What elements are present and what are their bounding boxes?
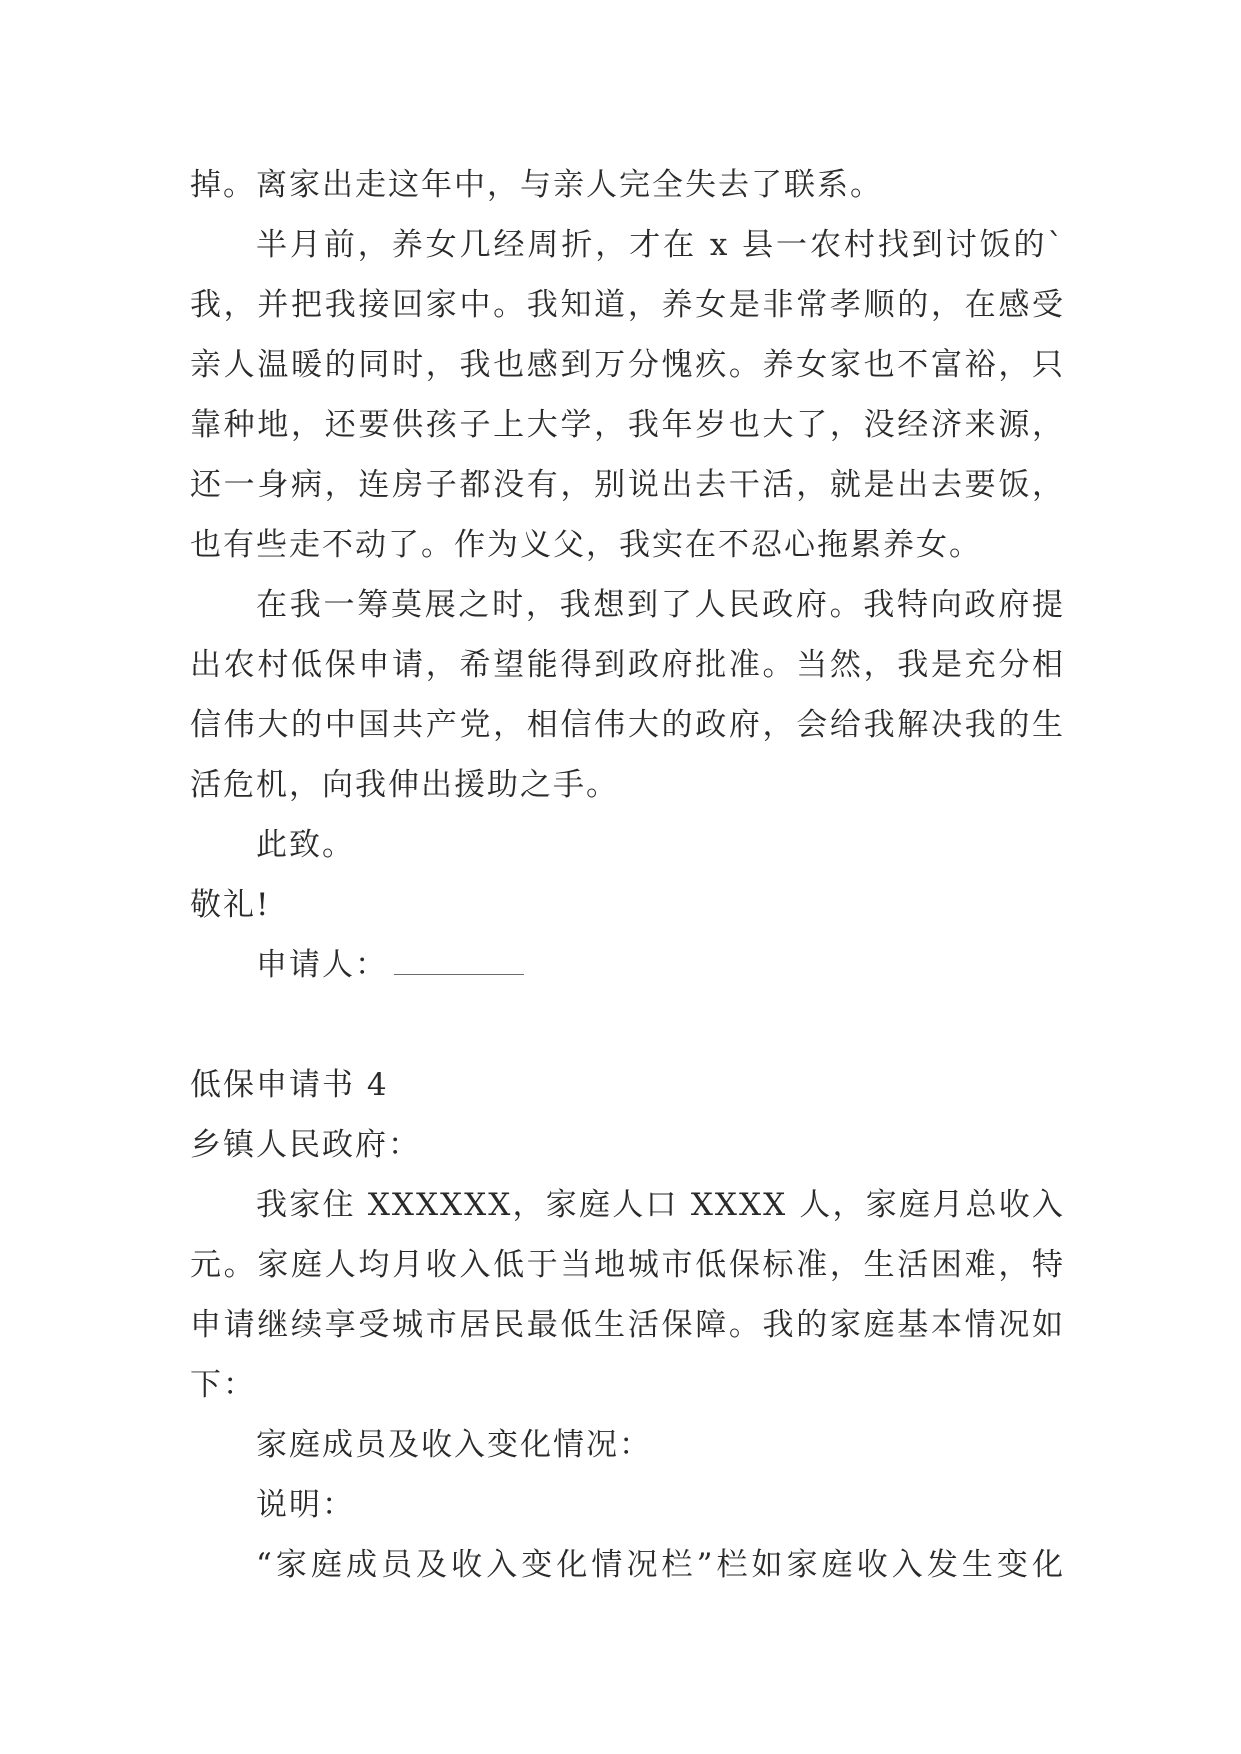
section-title: 低保申请书 4 [190,1067,389,1103]
note-heading: 说明： [256,1487,355,1523]
text-line: 我，并把我接回家中。我知道，养女是非常孝顺的，在感受 [190,287,1065,323]
text-line: 在我一筹莫展之时，我想到了人民政府。我特向政府提 [256,587,1065,623]
text-line: 申请继续享受城市居民最低生活保障。我的家庭基本情况如 [190,1307,1065,1343]
text-line: 还一身病，连房子都没有，别说出去干活，就是出去要饭， [190,467,1065,503]
applicant-line [190,935,1065,995]
signature-blank [394,944,524,975]
text-line: 元。家庭人均月收入低于当地城市低保标准，生活困难，特 [190,1247,1065,1283]
text-line: 信伟大的中国共产党，相信伟大的政府，会给我解决我的生 [190,707,1065,743]
section-spacer [190,995,1065,1055]
salute-text: 敬礼! [190,887,271,923]
text-line: 出农村低保申请，希望能得到政府批准。当然，我是充分相 [190,647,1065,683]
closing-text: 此致。 [256,827,355,863]
text-line: 活危机，向我伸出援助之手。 [190,767,619,803]
document-body [190,155,1065,1595]
text-line: 靠种地，还要供孩子上大学，我年岁也大了，没经济来源， [190,407,1065,443]
text-line: 亲人温暖的同时，我也感到万分愧疚。养女家也不富裕，只 [190,347,1065,383]
text-line: 掉。离家出走这年中，与亲人完全失去了联系。 [190,167,883,203]
applicant-label: 申请人： [256,947,388,983]
note-text: “家庭成员及收入变化情况栏”栏如家庭收入发生变化 [256,1547,1065,1583]
text-line: 下： [190,1367,256,1403]
members-heading: 家庭成员及收入变化情况： [256,1427,652,1463]
text-line: 也有些走不动了。作为义父，我实在不忍心拖累养女。 [190,527,982,563]
text-line: 半月前，养女几经周折，才在 x 县一农村找到讨饭的` [256,227,1065,263]
addressee: 乡镇人民政府： [190,1127,421,1163]
text-line: 我家住 XXXXXX，家庭人口 XXXX 人，家庭月总收入 [256,1187,1065,1223]
